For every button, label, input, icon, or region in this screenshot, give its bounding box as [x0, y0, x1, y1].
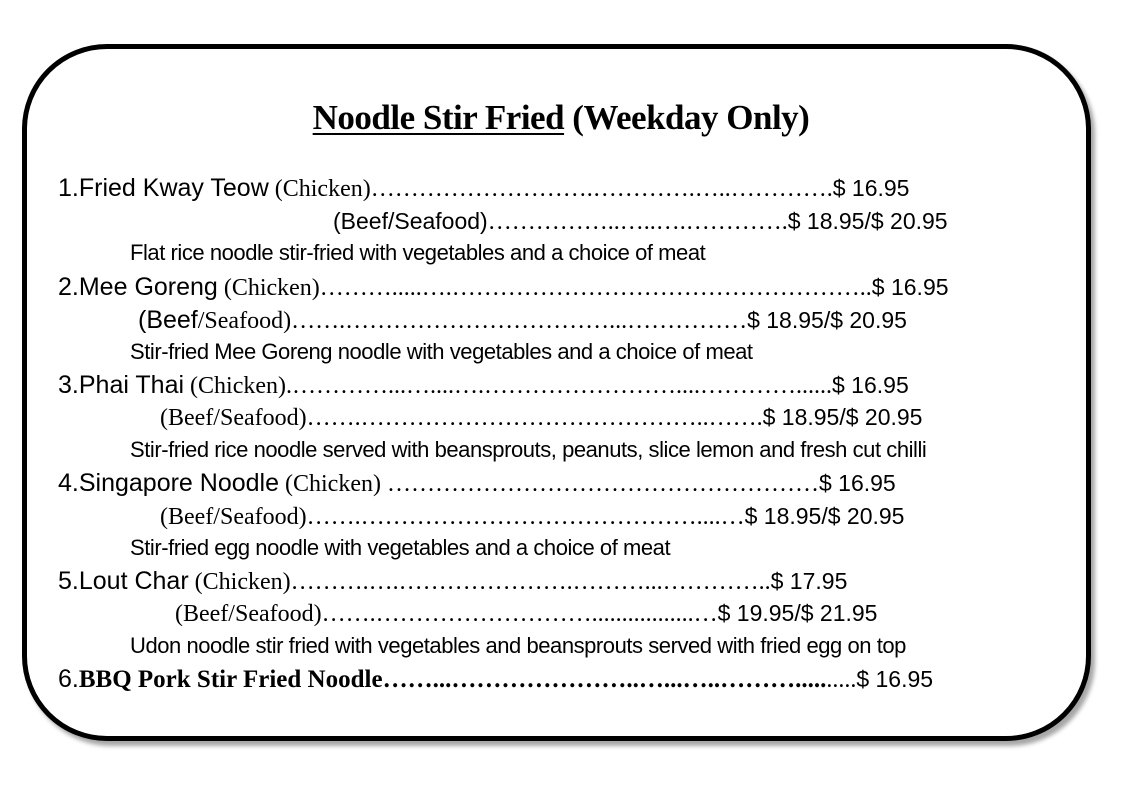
dot-leader: …….……………………………...……………	[291, 308, 748, 334]
chicken-price: $ 17.95	[770, 568, 848, 594]
menu-item-seafood-line	[138, 306, 907, 335]
dot-leader: …….……………………………………....…	[306, 504, 745, 530]
item-name: Phai Thai	[78, 371, 185, 399]
item-description: Stir-fried rice noodle served with beansprouts, peanuts, slice lemon and fresh cut chilli	[130, 437, 927, 462]
dot-leader: .....	[826, 667, 857, 693]
dot-leader: ……...…………………..…...…..……….....	[382, 666, 827, 693]
item-number: 5.	[58, 567, 79, 595]
item-number: 2.	[58, 273, 79, 301]
seafood-price: $ 18.95/$ 20.95	[744, 503, 905, 529]
item-description: Stir-fried Mee Goreng noodle with vegetables and a choice of meat	[130, 339, 753, 364]
seafood-label: (Beef/Seafood)	[160, 405, 307, 431]
chicken-label: (Chicken)	[268, 176, 371, 202]
chicken-label: (Chicken)	[188, 569, 291, 595]
seafood-price: $ 18.95/$ 20.95	[787, 208, 948, 234]
menu-item-chicken-line	[58, 371, 909, 400]
chicken-price: $ 16.95	[818, 470, 896, 496]
menu-item-seafood-line	[160, 503, 904, 531]
title-suffix: (Weekday Only)	[564, 98, 810, 137]
menu-title	[0, 98, 1122, 138]
item-description: Flat rice noodle stir-fried with vegetables and a choice of meat	[130, 240, 706, 265]
item-number: 6.	[58, 665, 79, 693]
seafood-label: (Beef/Seafood)	[160, 504, 307, 530]
item-number: 1.	[58, 174, 79, 202]
menu-item-line	[58, 665, 933, 694]
dot-leader: ……………..…..….………….	[487, 209, 788, 235]
dot-leader: …….……………………………………..…….	[306, 405, 763, 431]
dot-leader: …….……………………….................…	[321, 601, 718, 627]
chicken-price: $ 16.95	[832, 175, 910, 201]
dot-leader: .…………...…....….……………………....…………......	[286, 373, 832, 399]
menu-item-seafood-line	[175, 600, 877, 628]
dot-leader: ……………………….………….…..………….	[370, 176, 833, 202]
item-name: Lout Char	[78, 567, 189, 595]
title-underlined: Noodle Stir Fried	[312, 98, 565, 137]
chicken-label: (Chicken)	[184, 373, 286, 399]
chicken-price: $ 16.95	[832, 372, 909, 398]
item-name: Fried Kway Teow	[78, 174, 269, 202]
seafood-price: $ 18.95/$ 20.95	[762, 404, 923, 430]
item-price: $ 16.95	[856, 666, 934, 692]
item-name: BBQ Pork Stir Fried Noodle	[78, 666, 383, 693]
seafood-label: (Beef/Seafood)	[175, 601, 322, 627]
dot-leader: ……….….………………….………...…………..	[290, 569, 771, 595]
item-number: 3.	[58, 371, 79, 399]
menu-item-chicken-line	[58, 273, 949, 302]
item-number: 4.	[58, 469, 79, 497]
seafood-label: (Beef	[138, 306, 198, 334]
item-description: Stir-fried egg noodle with vegetables and a choice of meat	[130, 535, 671, 560]
chicken-price: $ 16.95	[871, 274, 949, 300]
seafood-label: /Seafood)	[197, 308, 292, 334]
item-name: Mee Goreng	[78, 273, 218, 301]
menu-item-seafood-line	[160, 404, 922, 432]
seafood-price: $ 18.95/$ 20.95	[747, 307, 907, 333]
chicken-label: (Chicken)	[279, 471, 387, 497]
dot-leader: ……….....….……………………………………………..	[319, 275, 872, 301]
item-name: Singapore Noodle	[78, 469, 280, 497]
seafood-label: (Beef/Seafood)	[333, 208, 488, 234]
menu-item-seafood-line	[333, 208, 948, 236]
menu-item-chicken-line	[58, 469, 896, 498]
item-description: Udon noodle stir fried with vegetables and beansprouts served with fried egg on top	[130, 633, 906, 658]
seafood-price: $ 19.95/$ 21.95	[717, 600, 878, 626]
dot-leader: ………………………………………………	[386, 471, 819, 497]
chicken-label: (Chicken)	[217, 275, 320, 301]
menu-item-chicken-line	[58, 567, 847, 596]
menu-item-chicken-line	[58, 174, 909, 203]
